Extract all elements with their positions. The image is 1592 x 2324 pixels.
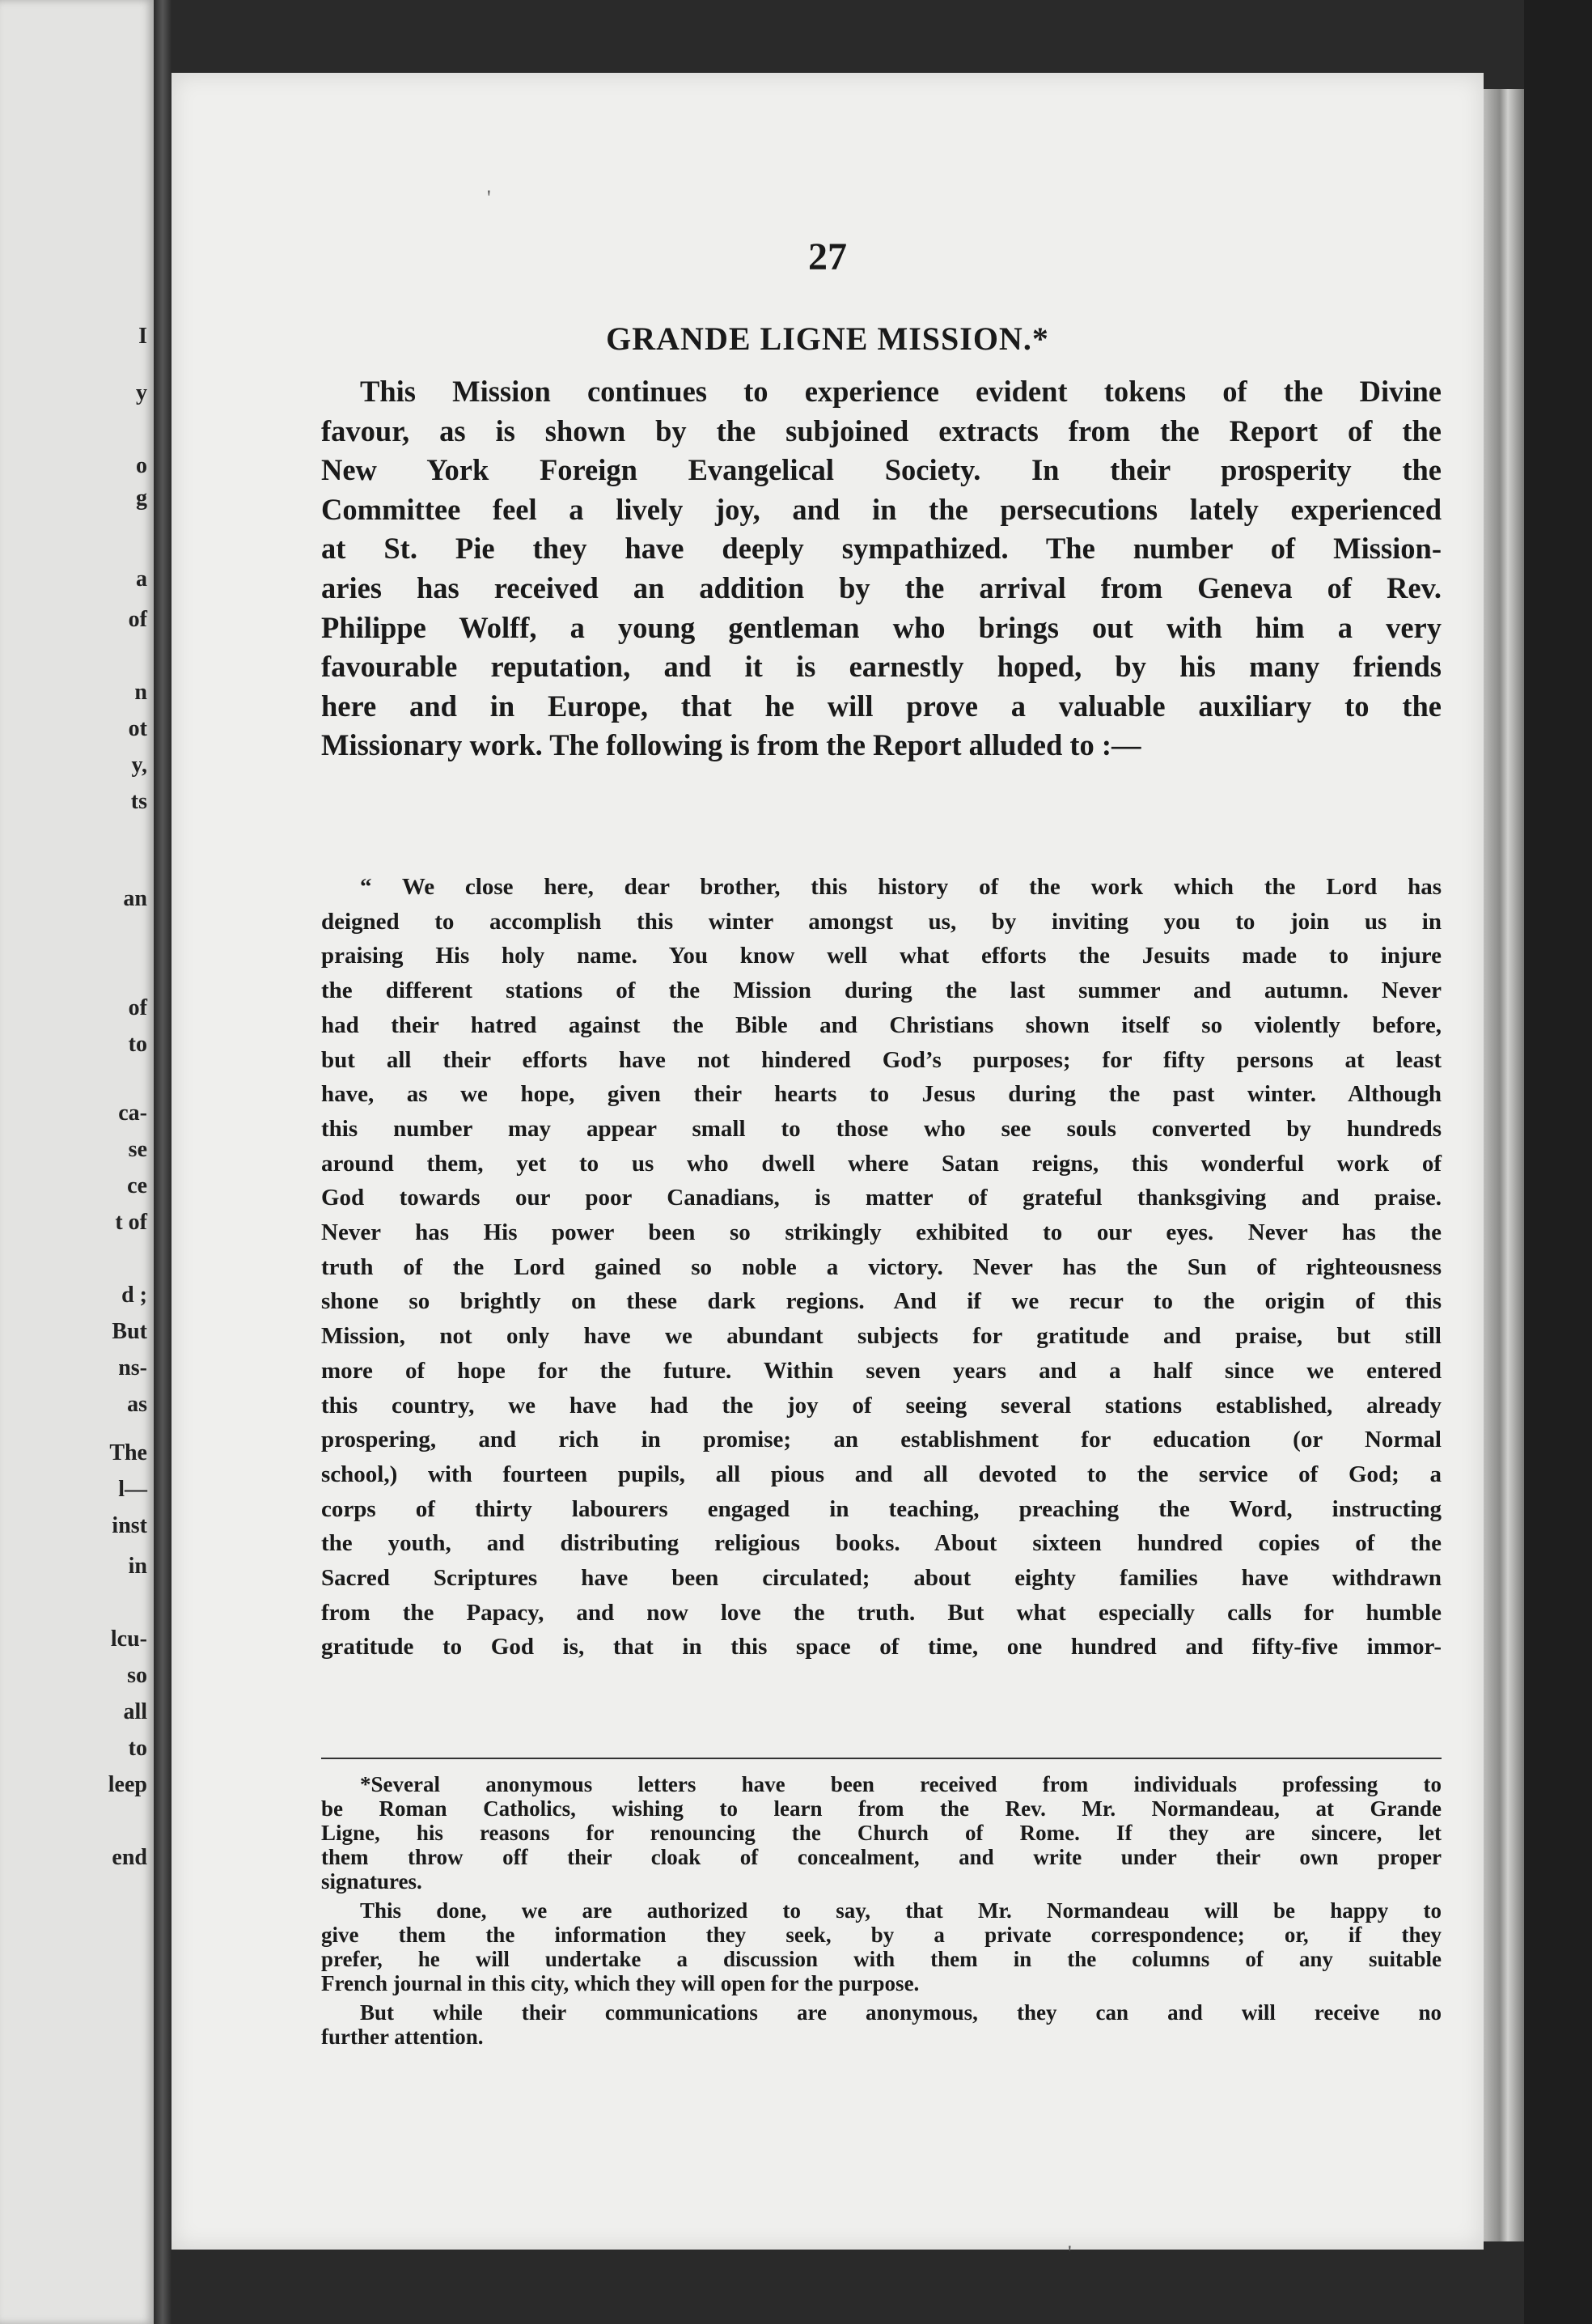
- text-line: “ We close here, dear brother, this history of the work which the Lord has: [360, 874, 1442, 900]
- adjacent-page-fragment: se: [128, 1137, 147, 1162]
- adjacent-page-fragment: a: [136, 566, 147, 592]
- footnote-paragraph: [321, 1898, 1442, 1995]
- text-line: aries has received an addition by the arrival from Geneva of Rev.: [321, 570, 1442, 604]
- adjacent-page-fragment: as: [127, 1392, 147, 1417]
- footnote: [321, 1772, 1442, 2054]
- text-line: but all their efforts have not hindered God’s purposes; for fifty persons at least: [321, 1046, 1442, 1073]
- adjacent-page-fragment: y: [136, 380, 147, 405]
- adjacent-page-fragment: d ;: [121, 1283, 147, 1308]
- text-line: this country, we have had the joy of seeing several stations established, already: [321, 1392, 1442, 1419]
- adjacent-page-fragment: to: [128, 1736, 147, 1761]
- adjacent-page-fragment: to: [128, 1032, 147, 1057]
- adjacent-page-fragment: inst: [112, 1513, 147, 1538]
- text-line: school,) with fourteen pupils, all pious and all devoted to the service of God; a: [321, 1461, 1442, 1487]
- text-line: deigned to accomplish this winter amongst us, by inviting you to join us in: [321, 908, 1442, 935]
- text-line: at St. Pie they have deeply sympathized. The number of Mission-: [321, 532, 1442, 566]
- text-line: Philippe Wolff, a young gentleman who brings out with him a very: [321, 610, 1442, 644]
- text-line: this number may appear small to those who see souls converted by hundreds: [321, 1115, 1442, 1142]
- adjacent-page-fragment: ca-: [118, 1101, 147, 1126]
- footnote-line: Ligne, his reasons for renouncing the Church of Rome. If they are sincere, let: [321, 1821, 1442, 1845]
- adjacent-page-fragment: t of: [115, 1210, 147, 1235]
- page-speck: ': [1068, 2241, 1072, 2265]
- text-line: prospering, and rich in promise; an establishment for education (or Normal: [321, 1427, 1442, 1453]
- text-line: favour, as is shown by the subjoined extracts from the Report of the: [321, 413, 1442, 447]
- adjacent-page-fragment: g: [136, 486, 147, 511]
- section-title: GRANDE LIGNE MISSION.*: [606, 320, 1049, 357]
- intro-paragraph: [321, 372, 1442, 765]
- text-line: more of hope for the future. Within seven years and a half since we entered: [321, 1357, 1442, 1384]
- text-line: Never has His power been so strikingly exhibited to our eyes. Never has the: [321, 1219, 1442, 1246]
- adjacent-page-fragment: ts: [130, 789, 147, 814]
- footnote-line: But while their communications are anonymous, they can and will receive no: [360, 2000, 1442, 2025]
- text-line: praising His holy name. You know well what efforts the Jesuits made to injure: [321, 943, 1442, 969]
- book-gutter: [154, 0, 171, 2324]
- text-line: gratitude to God is, that in this space of time, one hundred and fifty-five immor-: [321, 1634, 1442, 1660]
- adjacent-page-fragment: of: [128, 607, 147, 632]
- text-line: New York Foreign Evangelical Society. In their prosperity the: [321, 453, 1442, 487]
- text-line: truth of the Lord gained so noble a victory. Never has the Sun of righteousness: [321, 1253, 1442, 1280]
- adjacent-page-fragment: lcu-: [110, 1626, 147, 1652]
- text-line: corps of thirty labourers engaged in teaching, preaching the Word, instructing: [321, 1495, 1442, 1522]
- adjacent-page-fragment: an: [123, 886, 147, 911]
- adjacent-page-fragment: ns-: [118, 1355, 147, 1380]
- adjacent-page-fragment: y,: [131, 753, 147, 778]
- page-speck: ': [487, 186, 491, 210]
- text-line: had their hatred against the Bible and Christians shown itself so violently before,: [321, 1011, 1442, 1038]
- footnote-line: further attention.: [321, 2025, 484, 2049]
- footnote-line: be Roman Catholics, wishing to learn from the Rev. Mr. Normandeau, at Grande: [321, 1796, 1442, 1821]
- adjacent-page-strip: [0, 0, 154, 2324]
- text-line: shone so brightly on these dark regions. And if we recur to the origin of this: [321, 1288, 1442, 1315]
- adjacent-page-fragment: leep: [108, 1772, 147, 1797]
- adjacent-page-fragment: ce: [127, 1173, 147, 1198]
- adjacent-page-fragment: n: [134, 680, 147, 705]
- text-line: around them, yet to us who dwell where Satan reigns, this wonderful work of: [321, 1150, 1442, 1177]
- footnote-line: give them the information they seek, by a private correspondence; or, if they: [321, 1923, 1442, 1947]
- text-line: favourable reputation, and it is earnestly hoped, by his many friends: [321, 650, 1442, 684]
- adjacent-page-fragment: so: [127, 1663, 147, 1688]
- adjacent-page-fragment: l—: [118, 1477, 147, 1502]
- footnote-line: French journal in this city, which they will open for the purpose.: [321, 1971, 920, 1995]
- footnote-rule: [321, 1758, 1442, 1759]
- footnote-paragraph: [321, 2000, 1442, 2049]
- footnote-line: prefer, he will undertake a discussion with them in the columns of any suitable: [321, 1947, 1442, 1971]
- adjacent-page-fragment: ot: [128, 716, 147, 741]
- text-line: Sacred Scriptures have been circulated; about eighty families have withdrawn: [321, 1565, 1442, 1592]
- adjacent-page-fragment: The: [109, 1440, 147, 1465]
- adjacent-page-fragment: end: [112, 1845, 147, 1870]
- page-number: 27: [808, 235, 847, 278]
- text-line: Mission, not only have we abundant subjects for gratitude and praise, but still: [321, 1323, 1442, 1350]
- footnote-line: them throw off their cloak of concealment, and write under their own proper: [321, 1845, 1442, 1869]
- adjacent-page-fragment: all: [123, 1699, 147, 1724]
- adjacent-page-fragment: of: [128, 995, 147, 1020]
- text-line: God towards our poor Canadians, is matter of grateful thanksgiving and praise.: [321, 1185, 1442, 1211]
- page-edge: [1484, 89, 1524, 2241]
- adjacent-page-fragment: I: [138, 324, 147, 349]
- text-line: the different stations of the Mission during the last summer and autumn. Never: [321, 978, 1442, 1004]
- text-line: This Mission continues to experience evident tokens of the Divine: [360, 375, 1442, 408]
- text-line: from the Papacy, and now love the truth. But what especially calls for humble: [321, 1599, 1442, 1626]
- footnote-paragraph: [321, 1772, 1442, 1894]
- footnote-line: This done, we are authorized to say, that Mr. Normandeau will be happy to: [360, 1898, 1442, 1923]
- quoted-report: [321, 870, 1442, 1665]
- text-line: have, as we hope, given their hearts to Jesus during the past winter. Although: [321, 1081, 1442, 1108]
- book-page: [171, 73, 1484, 2265]
- adjacent-page-fragment: in: [128, 1554, 147, 1579]
- adjacent-page-fragment: But: [112, 1319, 147, 1344]
- text-line: Committee feel a lively joy, and in the persecutions lately experienced: [321, 492, 1442, 526]
- footnote-line: *Several anonymous letters have been received from individuals professing to: [360, 1772, 1442, 1796]
- background-edge: [1524, 0, 1592, 2324]
- text-line: the youth, and distributing religious books. About sixteen hundred copies of the: [321, 1530, 1442, 1557]
- adjacent-page-fragment: o: [136, 453, 147, 478]
- text-line: here and in Europe, that he will prove a valuable auxiliary to the: [321, 689, 1442, 723]
- footnote-line: signatures.: [321, 1869, 422, 1894]
- text-line: Missionary work. The following is from the Report alluded to :—: [321, 728, 1141, 762]
